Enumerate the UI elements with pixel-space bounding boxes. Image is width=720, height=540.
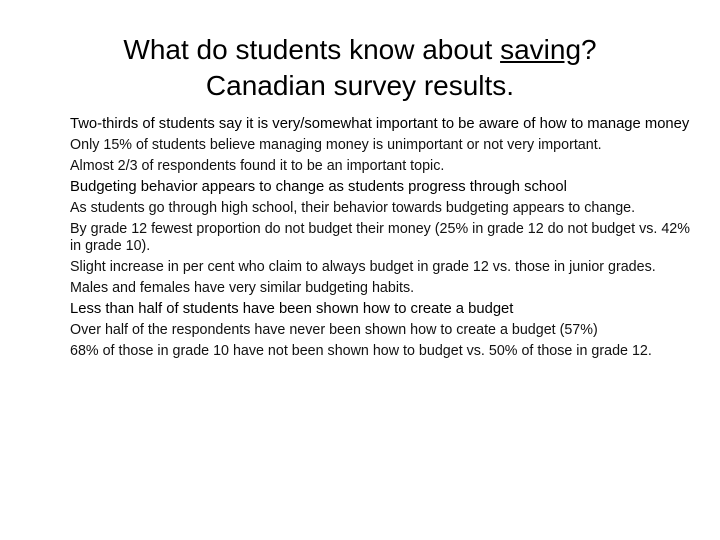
- sub-point: Almost 2/3 of respondents found it to be an important topic.: [70, 158, 445, 174]
- sub-point: Only 15% of students believe managing money is unimportant or not very important.: [70, 137, 602, 153]
- title-underlined-word: saving: [500, 34, 582, 65]
- sub-point: By grade 12 fewest proportion do not budget their money (25% in grade 12 do not budget vs. 42% in grade 10).: [70, 221, 690, 254]
- slide-title: [40, 32, 680, 104]
- sub-point: As students go through high school, their behavior towards budgeting appears to change.: [70, 200, 636, 216]
- sub-point: Slight increase in per cent who claim to always budget in grade 12 vs. those in junior grades.: [70, 259, 656, 275]
- title-line-1: [123, 34, 596, 65]
- main-point: Budgeting behavior appears to change as students progress through school: [70, 179, 567, 195]
- title-line-1-start: What do students know about: [123, 34, 501, 65]
- title-line-1-end: ?: [581, 34, 597, 65]
- main-point: Two-thirds of students say it is very/somewhat important to be aware of how to manage money: [70, 116, 690, 132]
- main-point: Less than half of students have been shown how to create a budget: [70, 301, 514, 317]
- title-line-2: Canadian survey results.: [205, 70, 515, 101]
- sub-point: Over half of the respondents have never been shown how to create a budget (57%): [70, 322, 598, 338]
- sub-point: Males and females have very similar budgeting habits.: [70, 280, 415, 296]
- sub-point: 68% of those in grade 10 have not been shown how to budget vs. 50% of those in grade 12.: [70, 343, 652, 359]
- bullet-list: [70, 116, 692, 364]
